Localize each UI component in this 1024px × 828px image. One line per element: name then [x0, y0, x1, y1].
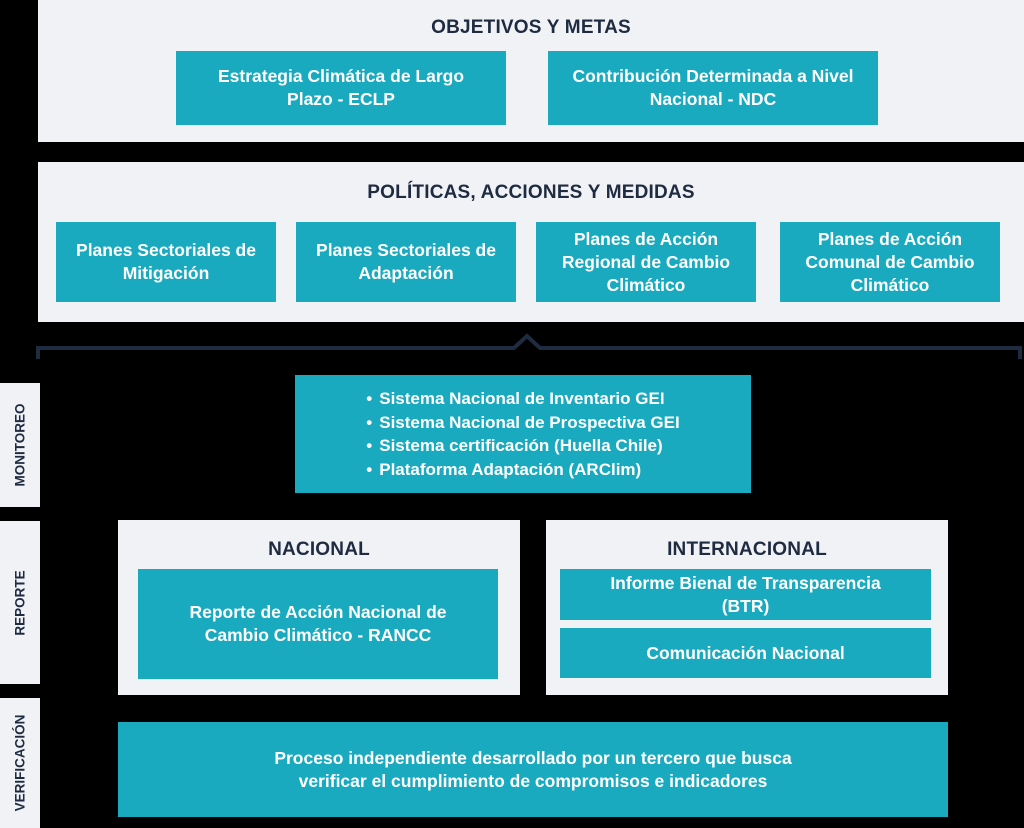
internacional-panel	[546, 520, 948, 695]
btr-label: Informe Bienal de Transparencia (BTR)	[610, 572, 881, 616]
objetivos-title: OBJETIVOS Y METAS	[431, 17, 631, 38]
comunal-label: Planes de Acción Comunal de Cambio Climático	[805, 228, 975, 295]
comunicacion-label: Comunicación Nacional	[646, 642, 845, 663]
comunal-box	[780, 222, 1000, 302]
ndc-box	[548, 51, 878, 125]
adaptacion-label: Planes Sectoriales de Adaptación	[316, 240, 496, 283]
verificacion-box	[118, 722, 948, 817]
ndc-label: Contribución Determinada a Nivel Nacional - NDC	[572, 66, 854, 109]
comunicacion-box	[560, 628, 931, 678]
nacional-title: NACIONAL	[268, 539, 370, 560]
internacional-title: INTERNACIONAL	[667, 539, 827, 560]
bracket-connector	[0, 330, 1024, 362]
regional-label: Planes de Acción Regional de Cambio Climático	[561, 228, 731, 295]
regional-box	[536, 222, 756, 302]
eclp-box	[176, 51, 506, 125]
verificacion-side-label	[0, 698, 40, 828]
monitoreo-box	[295, 375, 751, 493]
monitoreo-item: • Sistema certificación (Huella Chile)	[366, 434, 679, 458]
objetivos-panel	[38, 0, 1024, 142]
rancc-box	[138, 569, 498, 679]
verificacion-text: Proceso independiente desarrollado por un tercero que busca verificar el cumplimiento de compromisos e indicadores	[274, 747, 792, 791]
monitoreo-item: • Sistema Nacional de Inventario GEI	[366, 387, 679, 411]
politicas-panel	[38, 162, 1024, 322]
mitigacion-box	[56, 222, 276, 302]
reporte-side-label	[0, 521, 40, 684]
nacional-panel	[118, 520, 520, 695]
mitigacion-label: Planes Sectoriales de Mitigación	[76, 240, 256, 283]
bracket-line	[38, 336, 1020, 359]
rancc-label: Reporte de Acción Nacional de Cambio Climático - RANCC	[189, 602, 447, 645]
monitoreo-item: • Sistema Nacional de Prospectiva GEI	[366, 411, 679, 435]
monitoreo-item: • Plataforma Adaptación (ARClim)	[366, 458, 679, 482]
monitoreo-side-label	[0, 383, 40, 507]
monitoreo-label: MONITOREO	[12, 403, 28, 487]
politicas-title: POLÍTICAS, ACCIONES Y MEDIDAS	[367, 182, 695, 203]
eclp-label: Estrategia Climática de Largo Plazo - ECLP	[217, 66, 465, 109]
monitoreo-list	[366, 387, 679, 481]
btr-box	[560, 569, 931, 620]
reporte-label: REPORTE	[12, 569, 28, 636]
verificacion-label: VERIFICACIÓN	[12, 714, 28, 812]
adaptacion-box	[296, 222, 516, 302]
